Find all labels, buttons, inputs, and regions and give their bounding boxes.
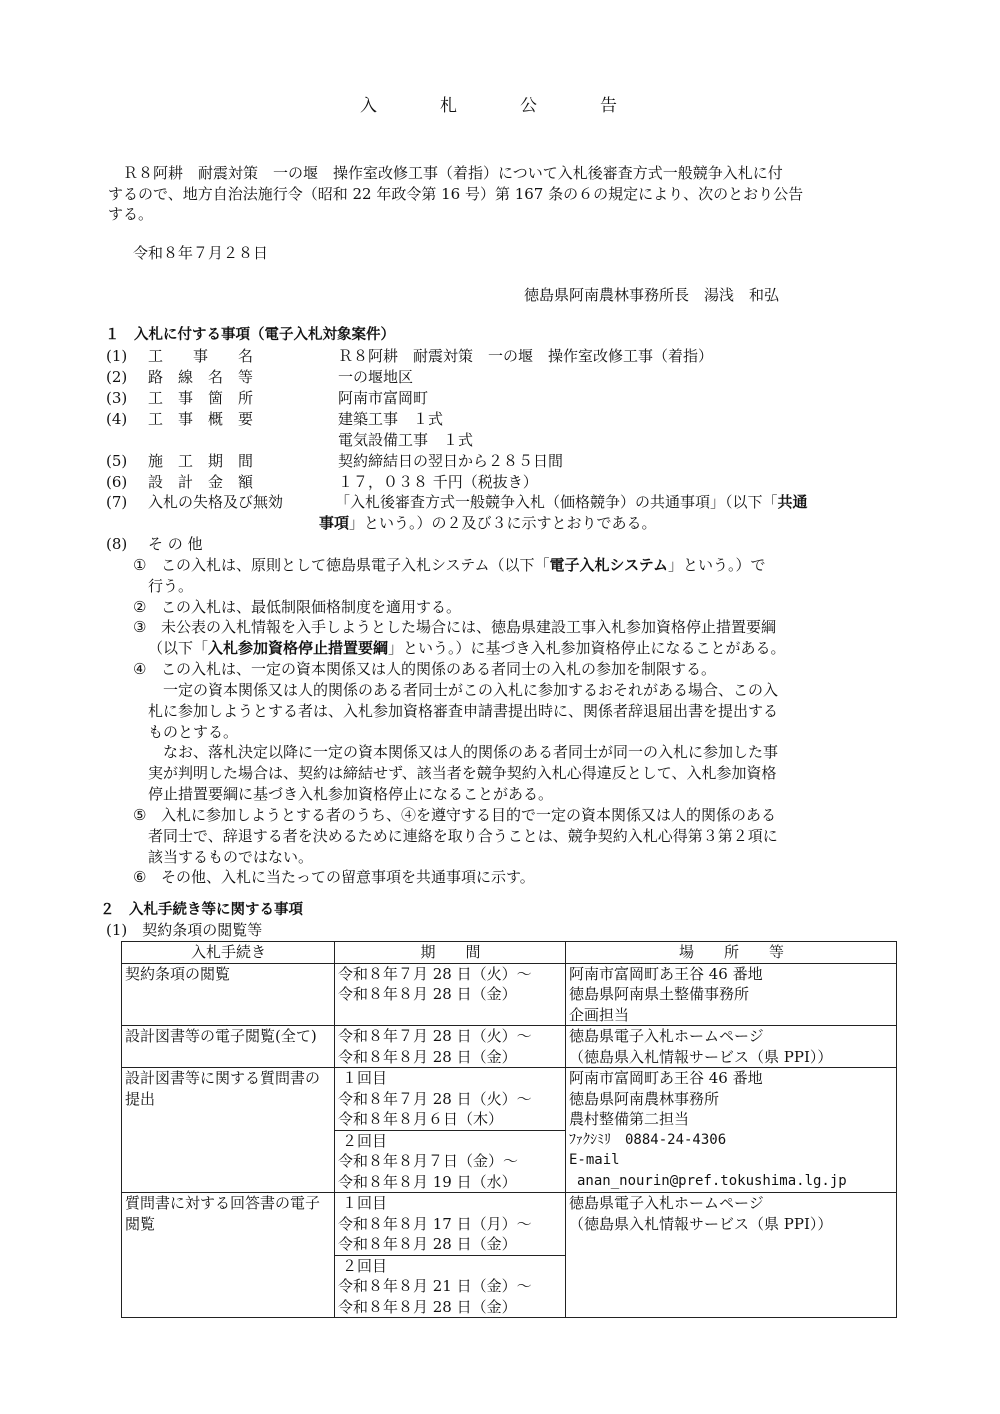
table-header-row xyxy=(122,942,897,964)
item-value-bold: 事項 xyxy=(319,514,350,532)
item-value: 「入札後審査方式一般競争入札（価格競争）の共通事項」（以下「 xyxy=(335,493,778,511)
item-value-bold: 共通 xyxy=(777,493,808,511)
place-line: （徳島県入札情報サービス（県 PPI）） xyxy=(569,1047,833,1066)
other-text: 入札に参加しようとする者のうち、④を遵守する目的で一定の資本関係又は人的関係のある xyxy=(161,806,777,824)
item-value: １７，０３８ 千円（税抜き） xyxy=(338,473,538,491)
header-period: 期 間 xyxy=(335,942,566,964)
item-4 xyxy=(106,409,443,430)
other-4-para1: 札に参加しようとする者は、入札参加資格審査申請書提出時に、関係者辞退届出書を提出する xyxy=(148,702,779,720)
round-label: ２回目 xyxy=(342,1256,388,1275)
period-end: 令和８年８月 19 日（水） xyxy=(338,1172,517,1191)
table-row xyxy=(122,963,897,1026)
intro-line: Ｒ８阿耕 耐震対策 一の堰 操作室改修工事（着指）について入札後審査方式一般競争入札に付 xyxy=(123,164,783,182)
intro-paragraph xyxy=(108,163,898,225)
other-4-para2: なお、落札決定以降に一定の資本関係又は人的関係のある者同士が同一の入札に参加した事 xyxy=(163,743,779,761)
item-label: そ の 他 xyxy=(148,535,203,553)
circled-number: ⑥ xyxy=(133,868,147,886)
item-value: 一の堰地区 xyxy=(338,368,414,386)
period-start: 令和８年８月 21 日（金）～ xyxy=(338,1277,532,1295)
other-3 xyxy=(133,617,776,638)
intro-line: する。 xyxy=(108,205,154,223)
place-line: 徳島県電子入札ホームページ xyxy=(569,1194,764,1212)
other-text: この入札は、一定の資本関係又は人的関係のある者同士の入札の参加を制限する。 xyxy=(161,660,717,678)
other-3-line-2 xyxy=(148,638,786,659)
period-end: 令和８年８月 28 日（金） xyxy=(338,1235,517,1253)
item-8 xyxy=(106,534,203,555)
cell-procedure: 質問書に対する回答書の電子閲覧 xyxy=(122,1193,335,1318)
item-label: 施 工 期 間 xyxy=(148,452,254,470)
cell-place xyxy=(566,1026,897,1068)
round-label: １回目 xyxy=(342,1194,388,1212)
cell-period xyxy=(335,1068,566,1131)
item-label: 路 線 名 等 xyxy=(148,368,254,386)
header-procedure: 入札手続き xyxy=(122,942,335,964)
circled-number: ② xyxy=(133,598,147,616)
cell-period xyxy=(335,1130,566,1193)
table-row xyxy=(122,1193,897,1256)
item-number: (8) xyxy=(106,535,128,553)
other-text: 」という。）に基づき入札参加資格停止になることがある。 xyxy=(388,639,786,657)
circled-number: ⑤ xyxy=(133,806,147,824)
cell-procedure: 設計図書等に関する質問書の提出 xyxy=(122,1068,335,1193)
item-value: 建築工事 １式 xyxy=(338,410,444,428)
place-line: 徳島県電子入札ホームページ xyxy=(569,1027,764,1045)
item-number: (2) xyxy=(106,368,128,386)
table-row xyxy=(122,1026,897,1068)
cell-period xyxy=(335,1026,566,1068)
item-number: (6) xyxy=(106,473,128,491)
other-4-para2: 停止措置要綱に基づき入札参加資格停止になることがある。 xyxy=(148,785,554,803)
item-value: 阿南市富岡町 xyxy=(338,389,429,407)
other-text: この入札は、原則として徳島県電子入札システム（以下「 xyxy=(161,556,550,574)
cell-period xyxy=(335,1255,566,1318)
period-start: 令和８年７月 28 日（火）～ xyxy=(338,1089,532,1108)
circled-number: ④ xyxy=(133,660,147,678)
section2-heading: ２ 入札手続き等に関する事項 xyxy=(100,902,303,918)
period-start: 令和８年７月 28 日（火）～ xyxy=(338,964,532,983)
notice-date: 令和８年７月２８日 xyxy=(133,244,269,262)
other-5 xyxy=(133,805,776,826)
item-label: 設 計 金 額 xyxy=(148,473,254,491)
other-1-line-2: 行う。 xyxy=(148,577,194,595)
item-label: 工 事 名 xyxy=(148,347,254,365)
cell-procedure: 契約条項の閲覧 xyxy=(122,963,335,1026)
cell-procedure: 設計図書等の電子閲覧(全て) xyxy=(122,1026,335,1068)
item-number: (3) xyxy=(106,389,128,407)
issuer: 徳島県阿南農林事務所長 湯浅 和弘 xyxy=(524,286,780,304)
item-number: (1) xyxy=(106,347,128,365)
item-label: 工 事 箇 所 xyxy=(148,389,254,407)
item-6 xyxy=(106,472,538,493)
other-text: （以下「 xyxy=(148,639,209,657)
other-2 xyxy=(133,597,461,618)
item-2 xyxy=(106,367,413,388)
period-end: 令和８年８月 28 日（金） xyxy=(338,985,517,1003)
procedure-table xyxy=(121,941,897,1318)
item-label: 入札の失格及び無効 xyxy=(148,493,284,511)
cell-place xyxy=(566,1068,897,1193)
other-5-line-2: 者同士で、辞退する者を決めるために連絡を取り合うことは、競争契約入札心得第３第２項に xyxy=(148,827,778,845)
round-label: ２回目 xyxy=(342,1131,388,1150)
intro-line: するので、地方自治法施行令（昭和 22 年政令第 16 号）第 167 条の６の規定により、次のとおり公告 xyxy=(108,184,804,203)
item-value: 契約締結日の翌日から２８５日間 xyxy=(338,452,564,470)
circled-number: ③ xyxy=(133,618,147,636)
other-4-para2: 実が判明した場合は、契約は締結せず、該当者を競争契約入札心得違反として、入札参加資格 xyxy=(148,764,777,782)
round-label: １回目 xyxy=(342,1069,388,1087)
other-1 xyxy=(133,555,766,576)
period-end: 令和８年８月 28 日（金） xyxy=(338,1297,517,1316)
period-start: 令和８年８月 17 日（月）～ xyxy=(338,1214,532,1233)
cell-place xyxy=(566,1193,897,1318)
period-start: 令和８年７月 28 日（火）～ xyxy=(338,1027,532,1045)
place-line: 阿南市富岡町あ王谷 46 番地 xyxy=(569,964,763,983)
other-text: 未公表の入札情報を入手しようとした場合には、徳島県建設工事入札参加資格停止措置要綱 xyxy=(161,618,777,636)
email-label: E-mail xyxy=(569,1152,620,1168)
place-line: 企画担当 xyxy=(569,1005,630,1024)
place-line: 徳島県阿南県土整備事務所 xyxy=(569,985,750,1003)
other-4-para1: ものとする。 xyxy=(148,723,239,741)
item-number: (7) xyxy=(106,493,128,511)
place-line: 阿南市富岡町あ王谷 46 番地 xyxy=(569,1069,763,1087)
table-row xyxy=(122,1068,897,1131)
cell-period xyxy=(335,1193,566,1256)
cell-place xyxy=(566,963,897,1026)
circled-number: ① xyxy=(133,556,147,574)
fax-number: ﾌｧｸｼﾐﾘ 0884-24-4306 xyxy=(569,1131,727,1148)
other-text-bold: 電子入札システム xyxy=(549,556,669,574)
page-title: 入 札 公 告 xyxy=(360,96,640,116)
cell-period xyxy=(335,963,566,1026)
item-value: 」という。）の２及び３に示すとおりである。 xyxy=(349,514,657,532)
item-4-value-2: 電気設備工事 １式 xyxy=(338,431,474,449)
other-4 xyxy=(133,659,716,680)
period-end: 令和８年８月６日（木） xyxy=(338,1110,504,1128)
other-text: この入札は、最低制限価格制度を適用する。 xyxy=(161,598,462,616)
item-7 xyxy=(106,492,808,513)
period-end: 令和８年８月 28 日（金） xyxy=(338,1047,517,1066)
other-5-line-3: 該当するものではない。 xyxy=(148,848,314,866)
other-6 xyxy=(133,867,535,888)
other-text: 」という。）で xyxy=(668,556,766,574)
place-line: 農村整備第二担当 xyxy=(569,1110,690,1128)
item-3 xyxy=(106,388,428,409)
period-start: 令和８年８月７日（金）～ xyxy=(338,1152,519,1170)
item-7-line-2 xyxy=(319,513,657,534)
item-label: 工 事 概 要 xyxy=(148,410,254,428)
section2-sub1: (1) 契約条項の閲覧等 xyxy=(106,921,263,939)
item-number: (4) xyxy=(106,410,128,428)
other-text-bold: 入札参加資格停止措置要綱 xyxy=(208,639,389,657)
item-number: (5) xyxy=(106,452,128,470)
place-line: 徳島県阿南農林事務所 xyxy=(569,1089,720,1108)
section1-heading: １ 入札に付する事項（電子入札対象案件） xyxy=(105,327,395,343)
header-place: 場 所 等 xyxy=(566,942,897,964)
item-1 xyxy=(106,346,713,367)
item-value: Ｒ８阿耕 耐震対策 一の堰 操作室改修工事（着指） xyxy=(338,347,714,365)
email-address: anan_nourin@pref.tokushima.lg.jp xyxy=(577,1172,847,1189)
other-text: その他、入札に当たっての留意事項を共通事項に示す。 xyxy=(161,868,535,886)
item-5 xyxy=(106,451,563,472)
place-line: （徳島県入札情報サービス（県 PPI）） xyxy=(569,1214,833,1233)
other-4-para1: 一定の資本関係又は人的関係のある者同士がこの入札に参加するおそれがある場合、この入 xyxy=(163,681,779,699)
